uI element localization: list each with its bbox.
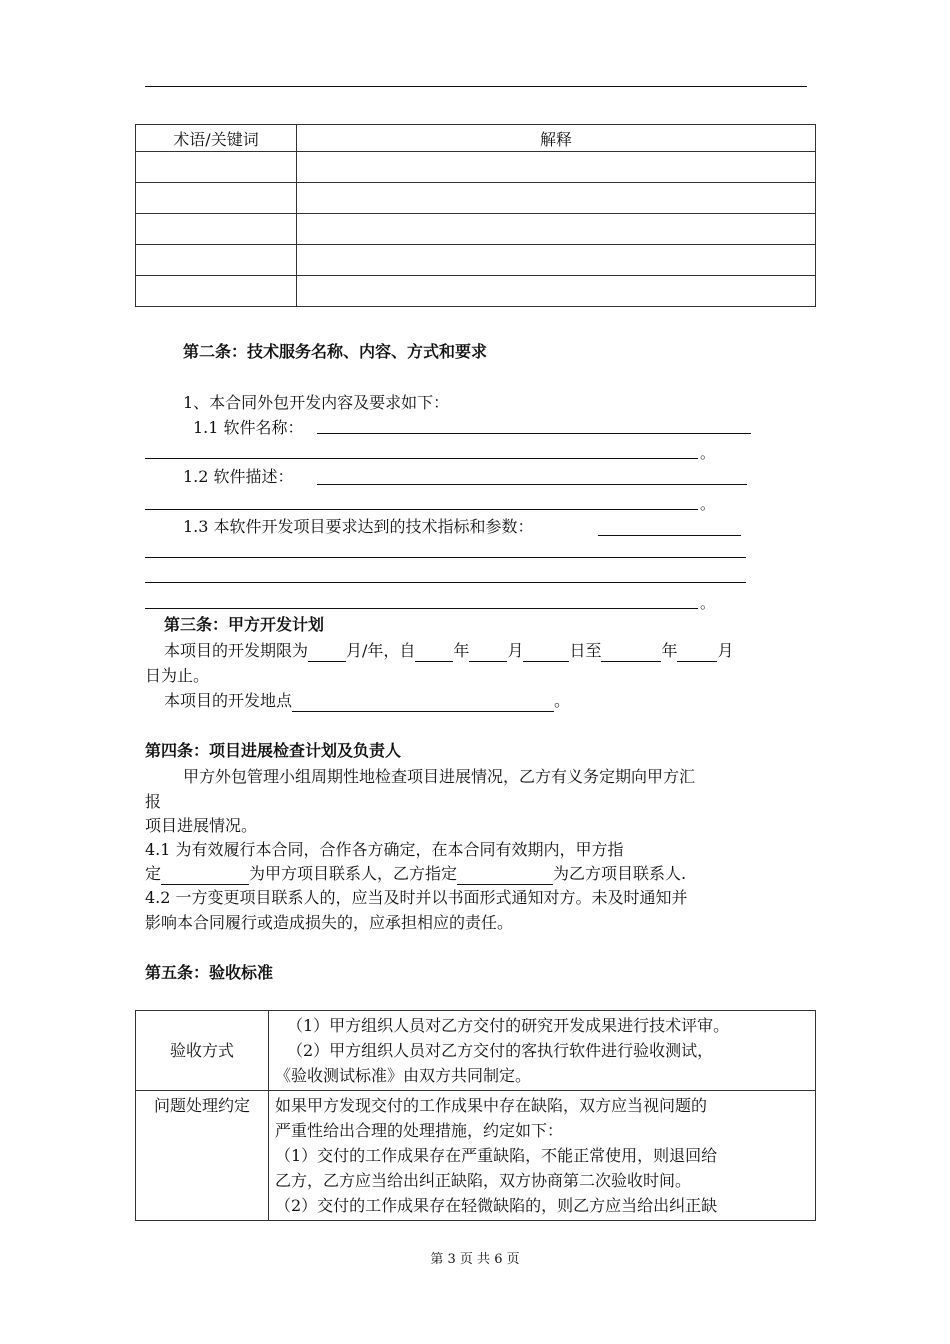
software-desc-blank-cont[interactable]	[145, 509, 698, 510]
table-cell[interactable]	[297, 183, 816, 214]
text-fragment: 年	[661, 641, 678, 660]
list-item: （1）甲方组织人员对乙方交付的研究开发成果进行技术评审。	[287, 1016, 730, 1035]
article4-item2-b: 影响本合同履行或造成损失的，应承担相应的责任。	[145, 913, 514, 932]
article2-item1: 1、本合同外包开发内容及要求如下：	[183, 393, 450, 412]
article3-line2: 日为止。	[145, 666, 210, 685]
table-cell[interactable]	[297, 152, 816, 183]
list-item: （1）交付的工作成果存在严重缺陷，不能正常使用，则退回给	[275, 1146, 718, 1165]
article4-para1-b: 报	[145, 792, 162, 811]
period-mark: 。	[700, 594, 716, 612]
page-footer: 第 3 页 共 6 页	[430, 1252, 520, 1267]
terms-table	[135, 124, 816, 307]
article4-para1-c: 项目进展情况。	[145, 816, 258, 835]
table-row	[136, 214, 816, 245]
article2-item1-3: 1.3 本软件开发项目要求达到的技术指标和参数：	[183, 517, 534, 536]
article4-item2: 4.2 一方变更项目联系人的，应当及时并以书面形式通知对方。未及时通知并	[145, 888, 688, 907]
tech-spec-blank-2[interactable]	[145, 557, 746, 558]
tech-spec-blank-4[interactable]	[145, 608, 698, 609]
period-mark: 。	[700, 495, 716, 513]
table-cell[interactable]	[136, 214, 297, 245]
tech-spec-blank[interactable]	[598, 535, 741, 536]
issue-handling-content	[269, 1091, 816, 1221]
table-cell[interactable]	[136, 183, 297, 214]
text-fragment: 年	[453, 641, 470, 660]
start-day-blank[interactable]	[523, 643, 569, 662]
table-cell[interactable]	[297, 276, 816, 307]
table-header-row	[136, 125, 816, 152]
article3-line3	[164, 690, 570, 712]
text-fragment: 定	[145, 864, 162, 883]
list-item: 严重性给出合理的处理措施，约定如下：	[275, 1121, 564, 1140]
text-fragment: 月/年，自	[346, 641, 416, 660]
table-cell[interactable]	[297, 245, 816, 276]
text-fragment: 。	[554, 691, 571, 710]
location-blank[interactable]	[292, 693, 554, 712]
article4-item1-b	[145, 863, 686, 885]
tech-spec-blank-3[interactable]	[145, 582, 746, 583]
article3-title: 第三条：甲方开发计划	[164, 615, 325, 634]
text-fragment: 本项目的开发地点	[164, 691, 293, 710]
acceptance-table	[135, 1010, 816, 1221]
term-header: 术语/关键词	[136, 125, 297, 152]
text-fragment: 日至	[569, 641, 602, 660]
table-row	[136, 152, 816, 183]
acceptance-method-content	[269, 1011, 816, 1091]
article2-item1-2: 1.2 软件描述：	[183, 467, 294, 486]
explain-header: 解释	[297, 125, 816, 152]
text-fragment: 月	[717, 641, 734, 660]
article2-title: 第二条：技术服务名称、内容、方式和要求	[183, 342, 488, 361]
software-name-blank[interactable]	[317, 433, 751, 434]
table-cell[interactable]	[136, 276, 297, 307]
list-item: 乙方，乙方应当给出纠正缺陷，双方协商第二次验收时间。	[275, 1171, 692, 1190]
acceptance-method-label: 验收方式	[136, 1011, 269, 1091]
text-fragment: 为甲方项目联系人，乙方指定	[249, 864, 458, 883]
article2-item1-1: 1.1 软件名称：	[193, 418, 304, 437]
list-item: 《验收测试标准》由双方共同制定。	[275, 1066, 532, 1085]
end-year-blank[interactable]	[601, 643, 661, 662]
table-row	[136, 245, 816, 276]
table-cell[interactable]	[136, 245, 297, 276]
software-name-blank-cont[interactable]	[145, 458, 698, 459]
table-row	[136, 276, 816, 307]
header-rule	[145, 86, 807, 87]
text-fragment: 为乙方项目联系人.	[553, 864, 687, 883]
end-month-blank[interactable]	[677, 643, 717, 662]
article3-line1	[164, 640, 734, 662]
party-a-contact-blank[interactable]	[161, 866, 249, 885]
article4-item1: 4.1 为有效履行本合同，合作各方确定，在本合同有效期内，甲方指	[145, 840, 624, 859]
period-mark: 。	[700, 444, 716, 462]
party-b-contact-blank[interactable]	[457, 866, 553, 885]
issue-handling-label: 问题处理约定	[136, 1091, 269, 1221]
software-desc-blank[interactable]	[317, 484, 747, 485]
article4-para1: 甲方外包管理小组周期性地检查项目进展情况，乙方有义务定期向甲方汇	[183, 767, 696, 786]
article5-title: 第五条：验收标准	[145, 963, 274, 982]
text-fragment: 月	[507, 641, 524, 660]
list-item: 如果甲方发现交付的工作成果中存在缺陷，双方应当视问题的	[275, 1096, 708, 1115]
start-year-blank[interactable]	[415, 643, 453, 662]
list-item: （2）甲方组织人员对乙方交付的客执行软件进行验收测试，	[287, 1041, 714, 1060]
period-blank[interactable]	[308, 643, 346, 662]
table-row	[136, 183, 816, 214]
list-item: （2）交付的工作成果存在轻微缺陷的，则乙方应当给出纠正缺	[275, 1196, 718, 1215]
table-row	[136, 1091, 816, 1221]
text-fragment: 本项目的开发期限为	[164, 641, 309, 660]
table-row	[136, 1011, 816, 1091]
article4-title: 第四条：项目进展检查计划及负责人	[145, 741, 402, 760]
table-cell[interactable]	[136, 152, 297, 183]
table-cell[interactable]	[297, 214, 816, 245]
start-month-blank[interactable]	[469, 643, 507, 662]
